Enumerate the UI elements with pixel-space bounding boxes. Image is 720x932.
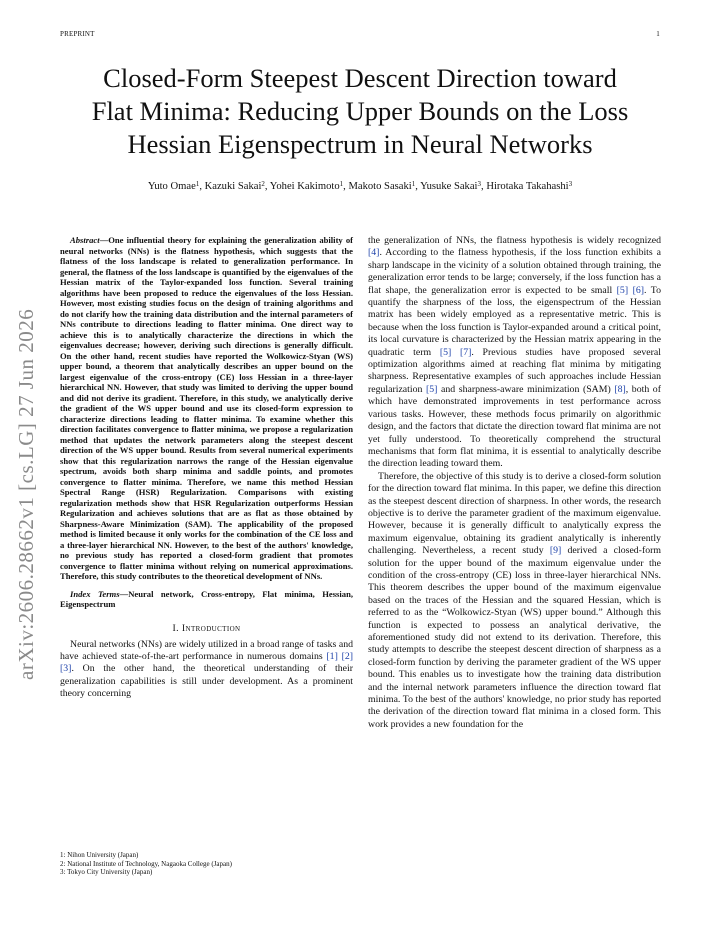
footnotes xyxy=(60,851,353,877)
abstract-label: Abstract xyxy=(70,235,100,245)
index-terms-text: —Neural network, Cross-entropy, Flat minima, Hessian, Eigenspectrum xyxy=(60,588,354,609)
author-affiliation: 3 xyxy=(477,180,482,188)
body-paragraph: Therefore, the objective of this study is to derive a closed-form solution for the direction toward flat minima. In this paper, we define this direction as the steepest descent direction of sharpness. In other words, the research objective is to derive the parameter gradient of the maximum eigenvalue. However, because it is generally difficult to analytically express the maximum eigenvalue, obtaining its gradient analytically is inherently challenging. Nevertheless, a recent study [9] derived a closed-form solution for the upper bound of the maximum eigenvalue under the condition of the cross-entropy (CE) loss in three-layer hierarchical NNs. This theorem describes the upper bound of the maximum eigenvalue based on the traces of the Hessian and the squared Hessian, which is referred to as the “Wolkowicz-Styan (WS) upper bound.” Although this function is expected to possess an analytical derivative, the aforementioned study did not extend to its derivation. Therefore, this study attempts to describe the steepest descent direction of sharpness as a closed-form function by deriving the parameter gradient of the WS upper bound. This enables us to investigate how the training data distribution and the internal network parameters influence the direction toward flat minima. To the best of the authors' knowledge, no prior study has reported the derivation of the direction toward flat minima in a closed form. This work provides a new foundation for the xyxy=(368,470,661,730)
section-numeral: I. xyxy=(172,622,180,634)
citation-link[interactable]: [5] xyxy=(616,284,629,296)
citation-link[interactable]: [4] xyxy=(368,247,380,259)
author-name: Yohei Kakimoto xyxy=(269,181,340,192)
citation-link[interactable]: [3] xyxy=(60,663,72,675)
author-name: Kazuki Sakai xyxy=(204,181,262,192)
footnote: 3: Tokyo City University (Japan) xyxy=(60,868,153,877)
citation-link[interactable]: [5] xyxy=(439,346,452,358)
footnote: 1: Nihon University (Japan) xyxy=(60,851,139,859)
author-list: Yuto Omae$^1$, Kazuki Sakai$^2$, Yohei Kakimoto$^1$, Makoto Sasaki$^1$, Yusuke Sakai$^3$, Hirotaka Takahashi$^3$ xyxy=(147,180,573,192)
citation-link[interactable]: [7] xyxy=(459,346,472,358)
author-affiliation: 2 xyxy=(261,180,265,188)
left-column xyxy=(60,235,353,701)
abstract-text: —One influential theory for explaining the generalization ability of neural networks (NNs) is the flatness hypothesis, which suggests that the flatness of the loss landscape is related to generalization performance. In general, the flatness of the loss landscape is quantified by the eigenvalues of the Hessian matrix of the Taylor-expanded loss function. Several training algorithms have been proposed to reduce the eigenvalues of the loss Hessian. However, most existing studies focus on the design of training algorithms and do not clarify how the training data distribution and the internal parameters of NNs contribute to directions leading to flatter minima. One direct way to achieve this is to analytically characterize the directions in which the eigenvalues decrease; however, deriving such directions is generally difficult. On the other hand, recent studies have reported the Wolkowicz-Styan (WS) upper bound, a theorem that analytically describes an upper bound on the largest eigenvalue of the cross-entropy (CE) loss Hessian in a three-layer hierarchical NN. However, that study was limited to deriving the upper bound and did not derive its gradient. Therefore, in this study, we analytically derive the gradient of the WS upper bound and use its closed-form expression to characterize directions leading to flatter minima. To examine whether this direction facilitates convergence to flatter minima, we propose a regularization method that updates the network parameters along the steepest descent direction of the WS upper bound. Results from several numerical experiments show that this regularization narrows the range of the Hessian eigenvalue spectrum, avoids both sharp minima and saddle points, and promotes convergence to flatter minima. Therefore, we name this method Hessian Spectral Range (HSR) Regularization. Comparisons with existing regularization methods show that HSR Regularization outperforms Hessian Regularization and achieves solutions that are as flat as those obtained by Sharpness-Aware Minimization (SAM). The applicability of the proposed method is limited because it only works for the combination of the CE loss and a three-layer hierarchical NN. However, to the best of the authors' knowledge, no previous study has reported a closed-form gradient that promotes convergence to flatter minima without relying on numerical approximations. Therefore, this study contributes to the theoretical development of NNs. xyxy=(60,235,353,581)
intro-paragraph: Neural networks (NNs) are widely utilized in a broad range of tasks and have achieved state-of-the-art performance in numerous domains [1] [2] [3]. On the other hand, the theoretical understanding of their generalization capabilities is still under development. As a prominent theory concerning xyxy=(60,638,354,700)
citation-link[interactable]: [5] xyxy=(426,383,438,395)
title-line: Closed-Form Steepest Descent Direction toward xyxy=(103,63,617,93)
arxiv-stamp: arXiv:2606.28662v1 [cs.LG] 27 Jun 2026 xyxy=(14,308,38,680)
abstract xyxy=(60,235,353,582)
citation-link[interactable]: [1] xyxy=(326,650,338,662)
author-affiliation: 3 xyxy=(568,180,573,188)
running-header: PREPRINT xyxy=(60,30,95,38)
footnote: 2: National Institute of Technology, Nagaoka College (Japan) xyxy=(60,859,232,868)
section-heading xyxy=(60,623,353,634)
index-terms-label: Index Terms xyxy=(70,588,120,599)
author-name: Yuto Omae xyxy=(147,181,196,192)
author-name: Yusuke Sakai xyxy=(420,181,478,192)
title-line: Flat Minima: Reducing Upper Bounds on the Loss xyxy=(91,96,629,126)
paper-title xyxy=(60,62,660,161)
citation-link[interactable]: [8] xyxy=(614,383,626,395)
citation-link[interactable]: [9] xyxy=(549,545,562,557)
author-affiliation: 1 xyxy=(339,180,344,188)
page-number: 1 xyxy=(656,30,660,38)
author-name: Hirotaka Takahashi xyxy=(486,181,569,192)
author-affiliation: 1 xyxy=(195,180,200,188)
title-line: Hessian Eigenspectrum in Neural Networks xyxy=(127,129,593,159)
citation-link[interactable]: [2] xyxy=(341,650,354,662)
author-affiliation: 1 xyxy=(411,180,416,188)
author-name: Makoto Sasaki xyxy=(348,181,412,192)
body-paragraph: the generalization of NNs, the flatness hypothesis is widely recognized [4]. According to the flatness hypothesis, if the loss function exhibits a sharp landscape in the vicinity of a solution obtained through training, the generalization error tends to be large; conversely, if the loss function has a flat shape, the generalization error is expected to be small [5] [6]. To quantify the sharpness of the loss, the eigenspectrum of the Hessian matrix has been widely employed as a representative metric. This is because when the loss function is Taylor-expanded around a critical point, its local curvature is characterized by the Hessian matrix appearing in the quadratic term [5] [7]. Previous studies have proposed several optimization algorithms aimed at reaching flat minima by mitigating sharpness. Representative examples of such approaches include Hessian regularization [5] and sharpness-aware minimization (SAM) [8], both of which have demonstrated improvements in test performance across various tasks. However, these methods focus primarily on algorithmic design, and the factors that dictate the direction toward flat minima are not yet fully understood. To theoretically comprehend the structural mechanisms that form flat minima, it is essential to analytically describe the direction leading toward them. xyxy=(368,235,662,470)
citation-link[interactable]: [6] xyxy=(632,284,645,296)
index-terms xyxy=(60,589,353,610)
section-title: Introduction xyxy=(181,622,241,634)
right-column xyxy=(368,235,661,731)
